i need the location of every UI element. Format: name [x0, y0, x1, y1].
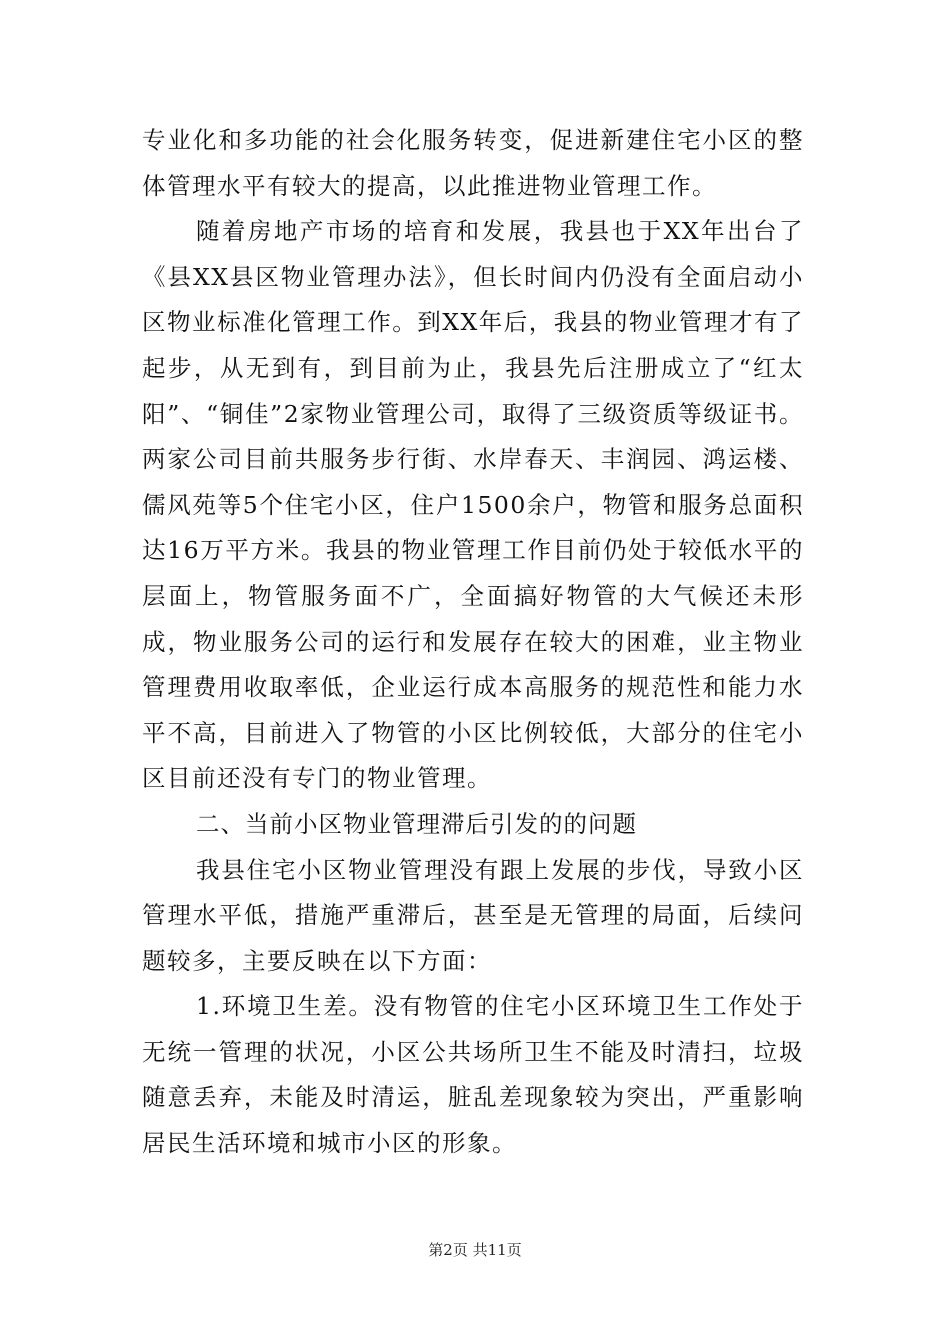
document-body — [142, 118, 804, 1167]
page-footer: 第2页 共11页 — [428, 1241, 522, 1259]
paragraph-property-market: 随着房地产市场的培育和发展，我县也于XX年出台了《县XX县区物业管理办法》，但长时间内仍没有全面启动小区物业标准化管理工作。到XX年后，我县的物业管理才有了起步，从无到有，到目前为止，我县先后注册成立了“红太阳”、“铜佳”2家物业管理公司，取得了三级资质等级证书。两家公司目前共服务步行街、水岸春天、丰润园、鸿运楼、儒风苑等5个住宅小区，住户1500余户，物管和服务总面积达16万平方米。我县的物业管理工作目前仍处于较低水平的层面上，物管服务面不广，全面搞好物管的大气候还未形成，物业服务公司的运行和发展存在较大的困难，业主物业管理费用收取率低，企业运行成本高服务的规范性和能力水平不高，目前进入了物管的小区比例较低，大部分的住宅小区目前还没有专门的物业管理。 — [142, 217, 804, 793]
paragraph-sanitation: 1.环境卫生差。没有物管的住宅小区环境卫生工作处于无统一管理的状况，小区公共场所卫生不能及时清扫，垃圾随意丢弃，未能及时清运，脏乱差现象较为突出，严重影响居民生活环境和城市小区的形象。 — [142, 992, 804, 1158]
paragraph-problems-intro: 我县住宅小区物业管理没有跟上发展的步伐，导致小区管理水平低，措施严重滞后，甚至是无管理的局面，后续问题较多，主要反映在以下方面： — [142, 855, 804, 975]
section-heading: 二、当前小区物业管理滞后引发的的问题 — [196, 809, 637, 838]
paragraph-continuation: 专业化和多功能的社会化服务转变，促进新建住宅小区的整体管理水平有较大的提高，以此推进物业管理工作。 — [142, 126, 804, 200]
